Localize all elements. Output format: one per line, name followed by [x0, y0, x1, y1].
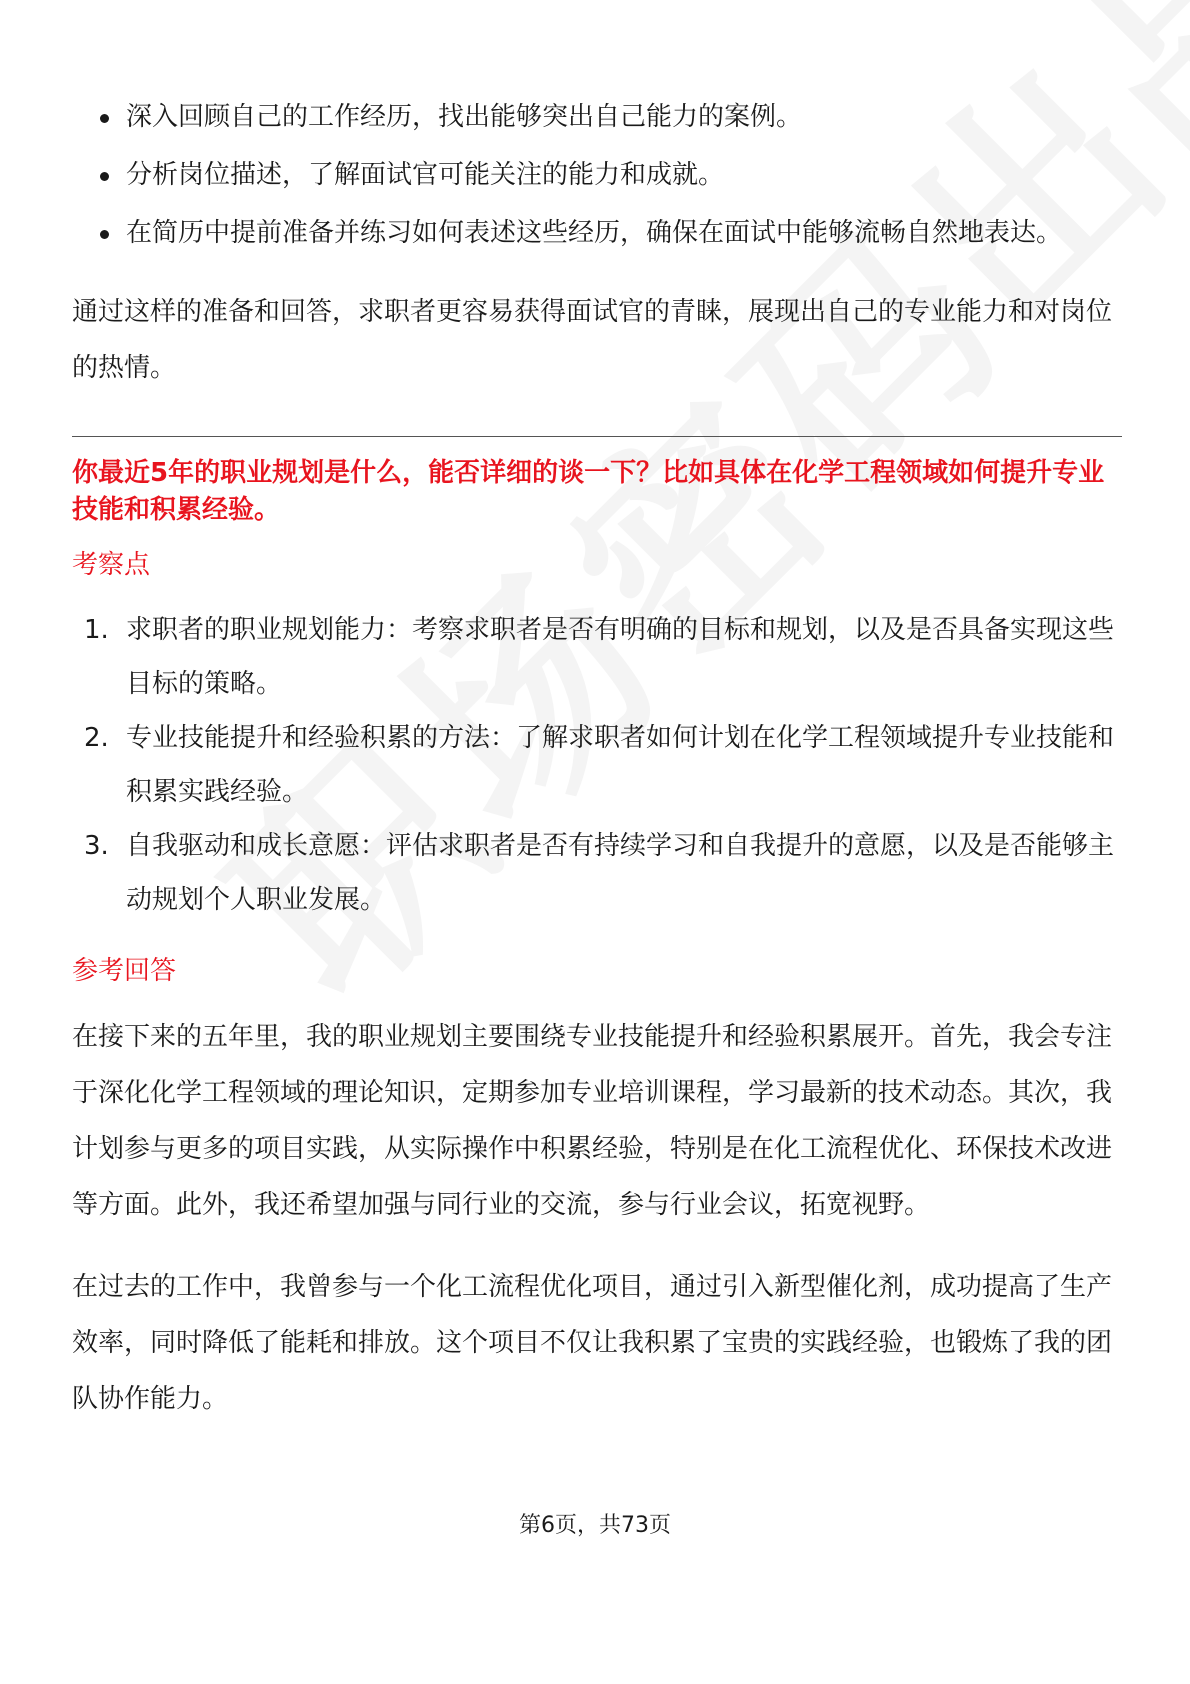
list-item-text: 求职者的职业规划能力：考察求职者是否有明确的目标和规划，以及是否具备实现这些目标的策略。	[126, 615, 1115, 699]
list-item: 分析岗位描述，了解面试官可能关注的能力和成就。	[72, 146, 1122, 204]
list-item: 在简历中提前准备并练习如何表述这些经历，确保在面试中能够流畅自然地表达。	[72, 204, 1122, 262]
page-content	[72, 88, 1122, 1427]
list-item	[72, 603, 1122, 711]
list-item	[72, 819, 1122, 927]
closing-paragraph: 通过这样的准备和回答，求职者更容易获得面试官的青睐，展现出自己的专业能力和对岗位的热情。	[72, 297, 1113, 383]
list-number: 1.	[84, 615, 109, 645]
page-footer: 第6页，共73页	[519, 1513, 671, 1538]
assessment-list	[72, 603, 1122, 927]
list-item: 深入回顾自己的工作经历，找出能够突出自己能力的案例。	[72, 88, 1122, 146]
list-item	[72, 711, 1122, 819]
intro-bullet-list	[72, 88, 1122, 262]
list-item-text: 专业技能提升和经验积累的方法：了解求职者如何计划在化学工程领域提升专业技能和积累实践经验。	[126, 723, 1115, 807]
list-item-text: 自我驱动和成长意愿：评估求职者是否有持续学习和自我提升的意愿，以及是否能够主动规划个人职业发展。	[126, 831, 1115, 915]
section-divider	[72, 436, 1122, 437]
list-number: 3.	[84, 831, 109, 861]
interview-question: 你最近5年的职业规划是什么，能否详细的谈一下？比如具体在化学工程领域如何提升专业技能和积累经验。	[72, 458, 1105, 525]
reference-answer-paragraph: 在接下来的五年里，我的职业规划主要围绕专业技能提升和经验积累展开。首先，我会专注于深化化学工程领域的理论知识，定期参加专业培训课程，学习最新的技术动态。其次，我计划参与更多的项目实践，从实际操作中积累经验，特别是在化工流程优化、环保技术改进等方面。此外，我还希望加强与同行业的交流，参与行业会议，拓宽视野。	[72, 1022, 1113, 1220]
reference-answer-title: 参考回答	[72, 956, 177, 986]
assessment-title: 考察点	[72, 550, 151, 580]
list-number: 2.	[84, 723, 109, 753]
reference-answer-paragraph: 在过去的工作中，我曾参与一个化工流程优化项目，通过引入新型催化剂，成功提高了生产效率，同时降低了能耗和排放。这个项目不仅让我积累了宝贵的实践经验，也锻炼了我的团队协作能力。	[72, 1272, 1113, 1414]
